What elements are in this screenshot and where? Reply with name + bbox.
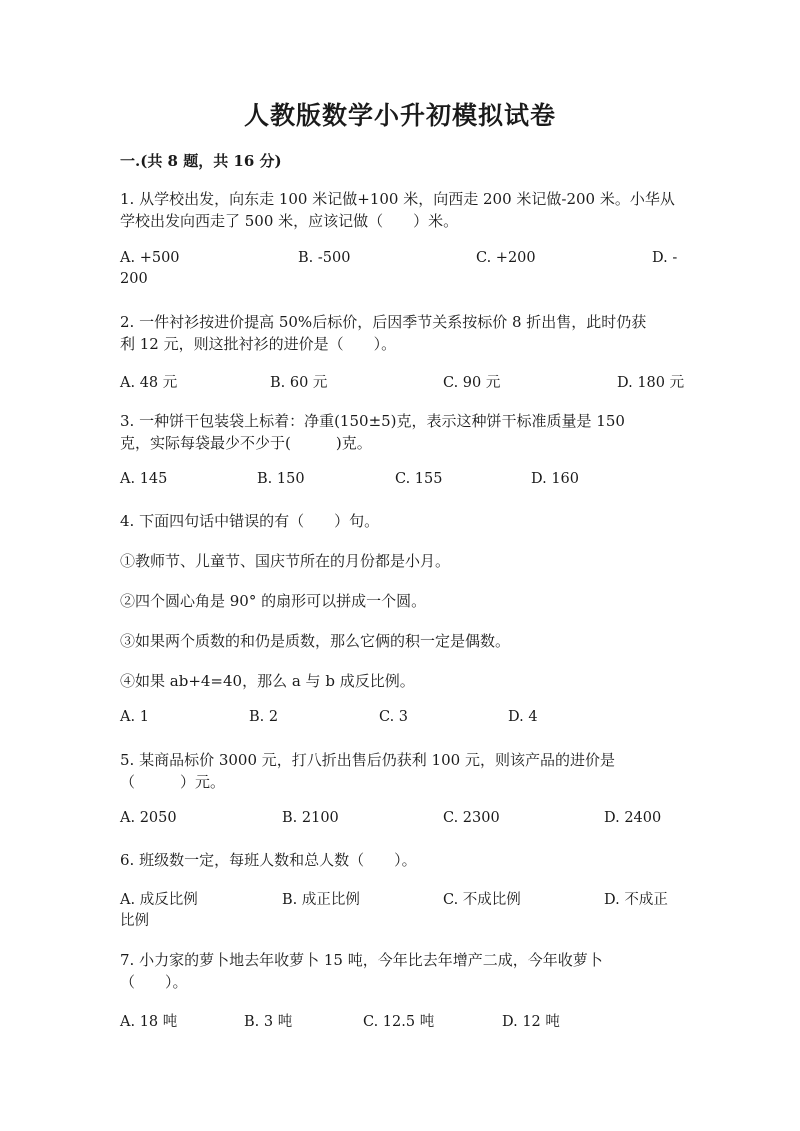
q1-option-a: A. +500 [120, 250, 180, 266]
q2-option-a: A. 48 元 [120, 375, 178, 391]
q3-option-c: C. 155 [395, 471, 443, 487]
q5-option-a: A. 2050 [120, 810, 177, 826]
q1-option-d-wrap: 200 [120, 271, 148, 287]
q3-option-b: B. 150 [257, 471, 305, 487]
q7-option-d: D. 12 吨 [502, 1014, 560, 1030]
q2-option-d: D. 180 元 [617, 375, 685, 391]
q6-option-c: C. 不成比例 [443, 892, 521, 908]
q3-option-d: D. 160 [531, 471, 580, 487]
q3-stem-line-1: 3. 一种饼干包装袋上标着：净重(150±5)克，表示这种饼干标准质量是 150 [120, 412, 625, 430]
q5-stem-line-2: （ ）元。 [120, 773, 226, 791]
q3-stem-line-2: 克，实际每袋最少不少于( )克。 [120, 434, 372, 452]
q1-stem-line-2: 学校出发向西走了 500 米，应该记做（ ）米。 [120, 212, 459, 230]
q6-stem: 6. 班级数一定，每班人数和总人数（ ）。 [120, 851, 417, 869]
section-header: 一.(共 8 题，共 16 分) [120, 152, 282, 170]
page-title: 人教版数学小升初模拟试卷 [243, 101, 556, 130]
q4-option-a: A. 1 [120, 709, 149, 725]
q6-option-d: D. 不成正 [604, 892, 668, 908]
q5-stem-line-1: 5. 某商品标价 3000 元，打八折出售后仍获利 100 元，则该产品的进价是 [120, 751, 615, 769]
q4-statement-1: ①教师节、儿童节、国庆节所在的月份都是小月。 [120, 552, 451, 570]
q6-option-b: B. 成正比例 [282, 892, 360, 908]
q4-option-d: D. 4 [508, 709, 538, 725]
q4-option-b: B. 2 [249, 709, 279, 725]
q5-option-d: D. 2400 [604, 810, 662, 826]
q7-option-c: C. 12.5 吨 [363, 1014, 435, 1030]
q7-stem-line-2: （ ）。 [120, 973, 188, 991]
q4-statement-4: ④如果 ab+4=40，那么 a 与 b 成反比例。 [120, 672, 415, 690]
q7-option-a: A. 18 吨 [120, 1014, 178, 1030]
q4-statement-3: ③如果两个质数的和仍是质数，那么它俩的积一定是偶数。 [120, 632, 511, 650]
q1-option-c: C. +200 [476, 250, 536, 266]
q5-option-b: B. 2100 [282, 810, 339, 826]
q6-option-d-wrap: 比例 [120, 913, 149, 929]
q4-option-c: C. 3 [379, 709, 409, 725]
q2-stem-line-1: 2. 一件衬衫按进价提高 50%后标价，后因季节关系按标价 8 折出售，此时仍获 [120, 313, 647, 331]
q4-statement-2: ②四个圆心角是 90° 的扇形可以拼成一个圆。 [120, 592, 427, 610]
q2-option-b: B. 60 元 [270, 375, 328, 391]
q1-option-d: D. - [652, 250, 678, 266]
q4-stem: 4. 下面四句话中错误的有（ ）句。 [120, 512, 380, 530]
q5-option-c: C. 2300 [443, 810, 500, 826]
q1-stem-line-1: 1. 从学校出发，向东走 100 米记做+100 米，向西走 200 米记做-200 米。小华从 [120, 190, 675, 208]
q3-option-a: A. 145 [120, 471, 168, 487]
q6-option-a: A. 成反比例 [120, 892, 198, 908]
q2-stem-line-2: 利 12 元，则这批衬衫的进价是（ ）。 [120, 335, 397, 353]
q7-option-b: B. 3 吨 [244, 1014, 293, 1030]
q7-stem-line-1: 7. 小力家的萝卜地去年收萝卜 15 吨，今年比去年增产二成，今年收萝卜 [120, 951, 603, 969]
q1-option-b: B. -500 [298, 250, 351, 266]
q2-option-c: C. 90 元 [443, 375, 501, 391]
